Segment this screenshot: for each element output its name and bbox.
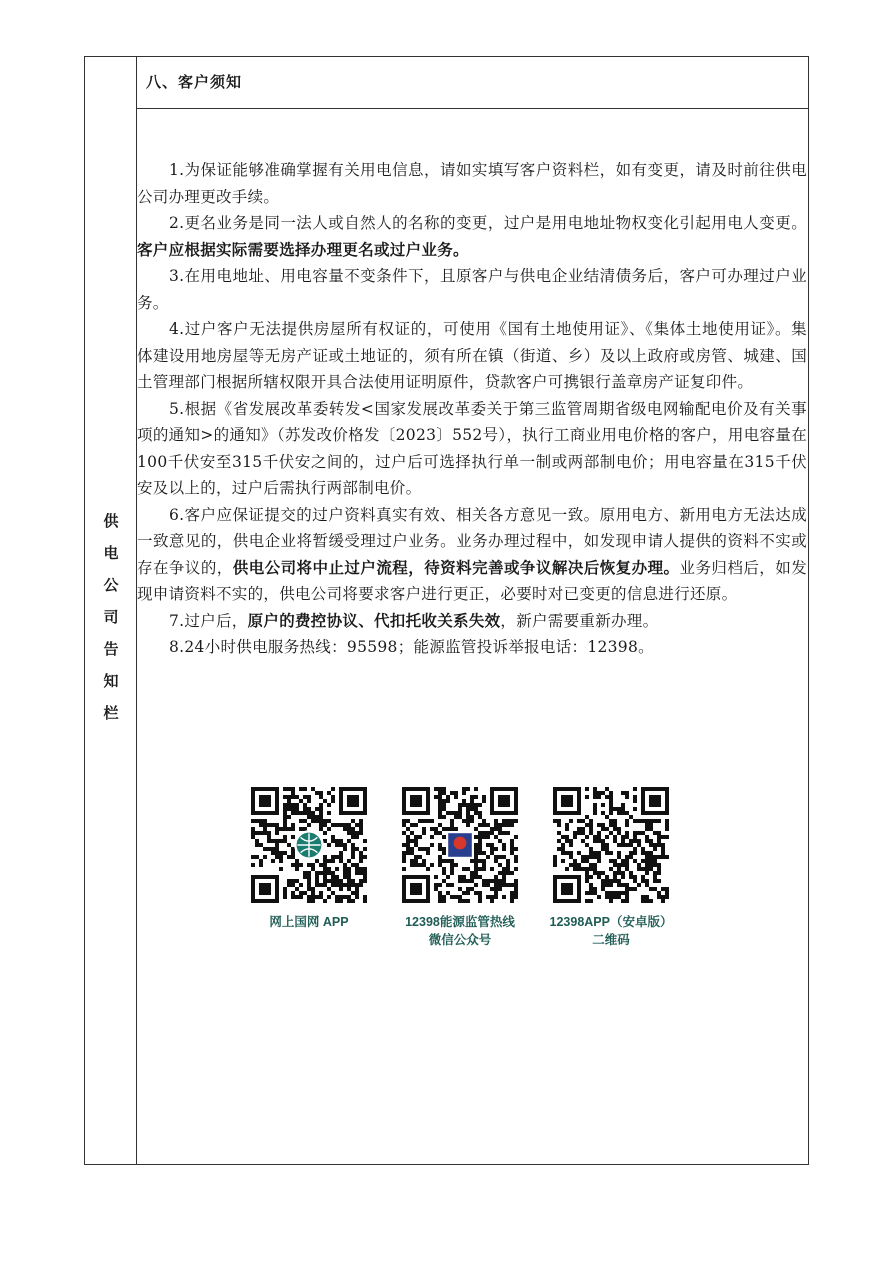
notice-text: 3.在用电地址、用电容量不变条件下，且原客户与供电企业结清债务后，客户可办理过户业务。 — [137, 267, 807, 312]
qr-caption-line: 二维码 — [592, 933, 630, 947]
notice-item — [137, 608, 809, 635]
notice-text: 7.过户后， — [169, 611, 248, 630]
notice-item — [137, 263, 809, 316]
side-label-char: 电 — [103, 544, 119, 562]
qr-caption — [234, 913, 384, 931]
notice-text: 4.过户客户无法提供房屋所有权证的，可使用《国有土地使用证》、《集体土地使用证》。集体建设用地房屋等无房产证或土地证的，须有所在镇（街道、乡）及以上政府或房管、城建、国土管理部门根据所辖权限开具合法使用证明原件，贷款客户可携银行盖章房产证复印件。 — [137, 320, 807, 391]
qr-item-12398-app — [536, 787, 686, 949]
notice-text: 业务归档后，如发现申请资料不实的，供电公司将要求客户进行更正，必要时对已变更的信息进行还原。 — [137, 558, 807, 603]
qr-code-icon — [251, 787, 367, 903]
qr-caption-line: 12398APP（安卓版） — [549, 915, 673, 929]
notice-text: 2.更名业务是同一法人或自然人的名称的变更，过户是用电地址物权变化引起用电人变更。 — [169, 214, 807, 232]
notice-text: 5.根据《省发展改革委转发<国家发展改革委关于第三监管周期省级电网输配电价及有关事项的通知>的通知》（苏发改价格发〔2023〕552号），执行工商业用电价格的客户，用电容量在100千伏安至315千伏安之间的，过户后可选择执行单一制或两部制电价；用电容量在315千伏安及以上的，过户后需执行两部制电价。 — [137, 399, 807, 497]
qr-caption-line: 12398能源监管热线 — [405, 915, 515, 929]
notice-item — [137, 157, 809, 210]
notice-text: 8.24小时供电服务热线：95598；能源监管投诉举报电话：12398。 — [169, 638, 654, 656]
side-label-char: 公 — [103, 576, 119, 594]
qr-caption-line: 微信公众号 — [428, 933, 492, 947]
qr-caption-line: 网上国网 APP — [269, 915, 349, 929]
notice-emphasis: 供电公司将中止过户流程，待资料完善或争议解决后恢复办理。 — [232, 557, 680, 577]
notice-text: 6.客户应保证提交的过户资料真实有效、相关各方意见一致。原用电方、新用电方无法达成一致意见的，供电企业将暂缓受理过户业务。业务办理过程中，如发现申请人提供的资料不实或存在争议的， — [137, 505, 807, 577]
qr-caption — [536, 913, 686, 949]
notice-emphasis: 原户的费控协议、代扣托收关系失效 — [247, 610, 501, 630]
side-label-char: 告 — [103, 640, 119, 658]
notice-item — [137, 316, 809, 396]
section-header — [137, 57, 808, 109]
qr-code-icon — [553, 787, 669, 903]
side-label-char: 栏 — [103, 704, 119, 722]
notice-item — [137, 210, 809, 263]
side-label-column — [85, 57, 137, 1164]
qr-item-12398-wechat — [385, 787, 535, 949]
notice-content — [137, 157, 809, 661]
notice-table — [84, 56, 809, 1165]
notice-item — [137, 502, 809, 608]
qr-caption — [385, 913, 535, 949]
qr-item-sgcc-app — [234, 787, 384, 931]
side-label — [85, 505, 137, 729]
side-label-char: 知 — [103, 672, 119, 690]
notice-item — [137, 634, 809, 661]
section-title: 八、客户须知 — [146, 73, 243, 91]
notice-emphasis: 客户应根据实际需要选择办理更名或过户业务。 — [137, 239, 469, 259]
side-label-char: 司 — [103, 608, 119, 626]
side-label-char: 供 — [103, 512, 119, 530]
notice-text: 1.为保证能够准确掌握有关用电信息，请如实填写客户资料栏，如有变更，请及时前往供电公司办理更改手续。 — [137, 161, 807, 206]
notice-text: ，新户需要重新办理。 — [500, 611, 659, 630]
qr-code-icon — [402, 787, 518, 903]
notice-item — [137, 396, 809, 502]
qr-code-row — [137, 787, 809, 957]
